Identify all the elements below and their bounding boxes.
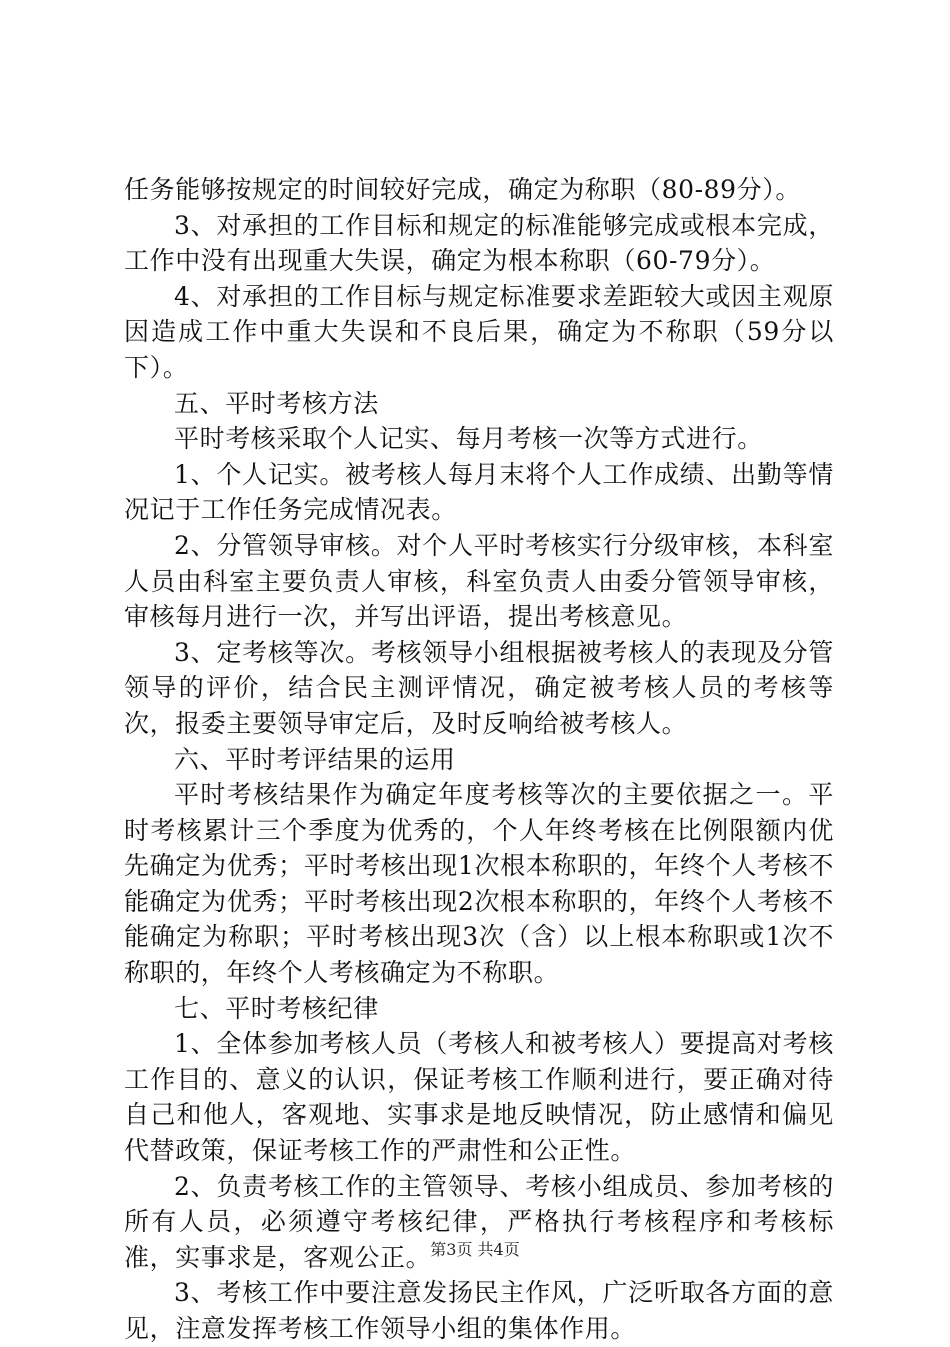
paragraph: 平时考核采取个人记实、每月考核一次等方式进行。 (174, 424, 763, 454)
paragraph: 七、平时考核纪律 (174, 993, 379, 1023)
paragraph: 平时考核结果作为确定年度考核等次的主要依据之一。平时考核累计三个季度为优秀的，个人年终考核在比例限额内优先确定为优秀；平时考核出现1次根本称职的，年终个人考核不能确定为优秀；平时考核出现2次根本称职的，年终个人考核不能确定为称职；平时考核出现3次（含）以上根本称职或1次不称职的，年终个人考核确定为不称职。 (124, 780, 834, 988)
paragraph: 任务能够按规定的时间较好完成，确定为称职（80-89分）。 (124, 175, 801, 204)
paragraph: 六、平时考评结果的运用 (174, 744, 456, 774)
paragraph: 1、个人记实。被考核人每月末将个人工作成绩、出勤等情况记于工作任务完成情况表。 (124, 459, 834, 525)
paragraph: 1、全体参加考核人员（考核人和被考核人）要提高对考核工作目的、意义的认识，保证考核工作顺利进行，要正确对待自己和他人，客观地、实事求是地反映情况，防止感情和偏见代替政策，保证考核工作的严肃性和公正性。 (124, 1029, 834, 1166)
paragraph: 3、对承担的工作目标和规定的标准能够完成或根本完成，工作中没有出现重大失误，确定为根本称职（60-79分）。 (124, 210, 834, 276)
page-number-footer: 第3页 共4页 (430, 1240, 520, 1259)
paragraph: 2、分管领导审核。对个人平时考核实行分级审核，本科室人员由科室主要负责人审核，科室负责人由委分管领导审核，审核每月进行一次，并写出评语，提出考核意见。 (124, 530, 834, 632)
paragraph: 3、定考核等次。考核领导小组根据被考核人的表现及分管领导的评价，结合民主测评情况，确定被考核人员的考核等次，报委主要领导审定后，及时反响给被考核人。 (124, 637, 834, 738)
paragraph: 2、负责考核工作的主管领导、考核小组成员、参加考核的所有人员，必须遵守考核纪律，严格执行考核程序和考核标准，实事求是，客观公正。 (124, 1171, 834, 1272)
paragraph: 4、对承担的工作目标与规定标准要求差距较大或因主观原因造成工作中重大失误和不良后果，确定为不称职（59分以下）。 (124, 281, 834, 382)
document-body (124, 172, 834, 1347)
paragraph: 3、考核工作中要注意发扬民主作风，广泛听取各方面的意见，注意发挥考核工作领导小组的集体作用。 (124, 1278, 834, 1343)
paragraph: 五、平时考核方法 (174, 388, 379, 418)
